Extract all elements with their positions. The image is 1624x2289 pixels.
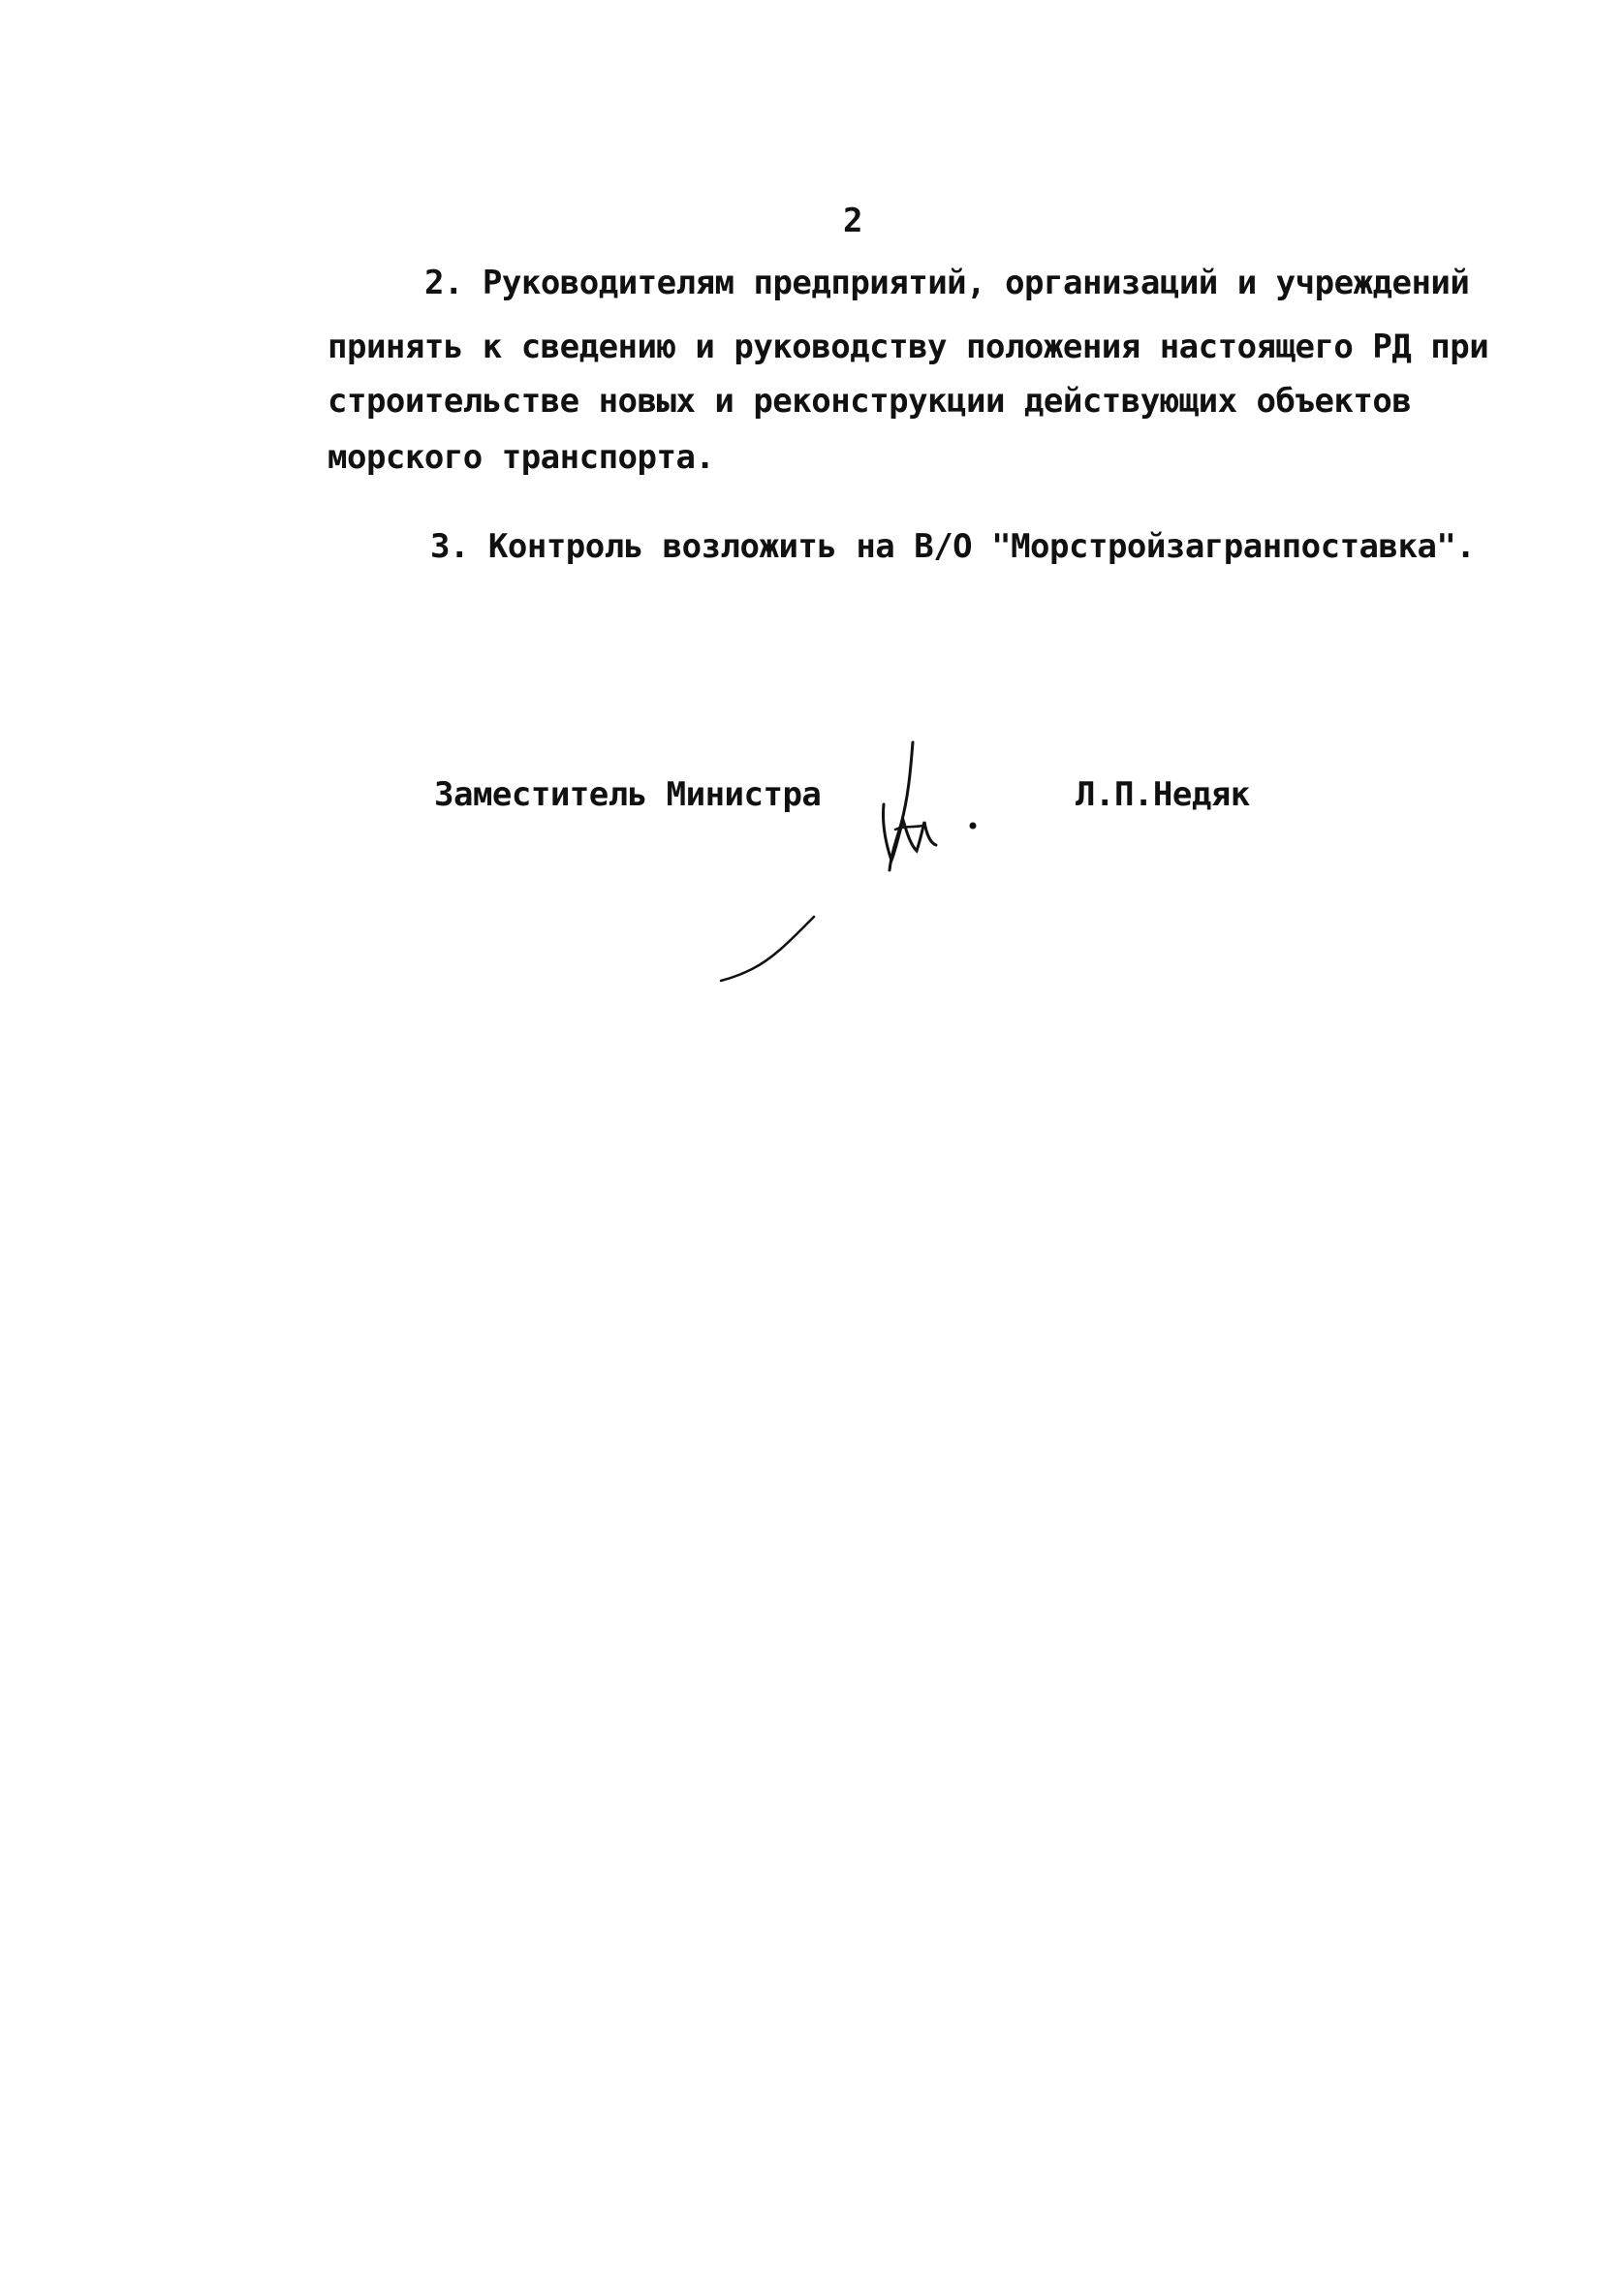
signatory-name: Л.П.Недяк [1076, 775, 1250, 814]
signatory-title: Заместитель Министра [434, 775, 822, 814]
handwritten-signature [853, 737, 998, 892]
paragraph-2-line-1: 2. Руководителям предприятий, организаций и учреждений [424, 264, 1470, 302]
pen-stroke-mark [717, 911, 824, 988]
paragraph-2-line-3: строительстве новых и реконструкции действующих объектов [328, 382, 1412, 421]
paragraph-2-line-4: морского транспорта. [328, 438, 715, 477]
paragraph-2-line-2: принять к сведению и руководству положения настоящего РД при [328, 328, 1489, 366]
page-number: 2 [843, 202, 863, 240]
paragraph-3: 3. Контроль возложить на В/О "Морстройзагранпоставка". [430, 527, 1476, 566]
